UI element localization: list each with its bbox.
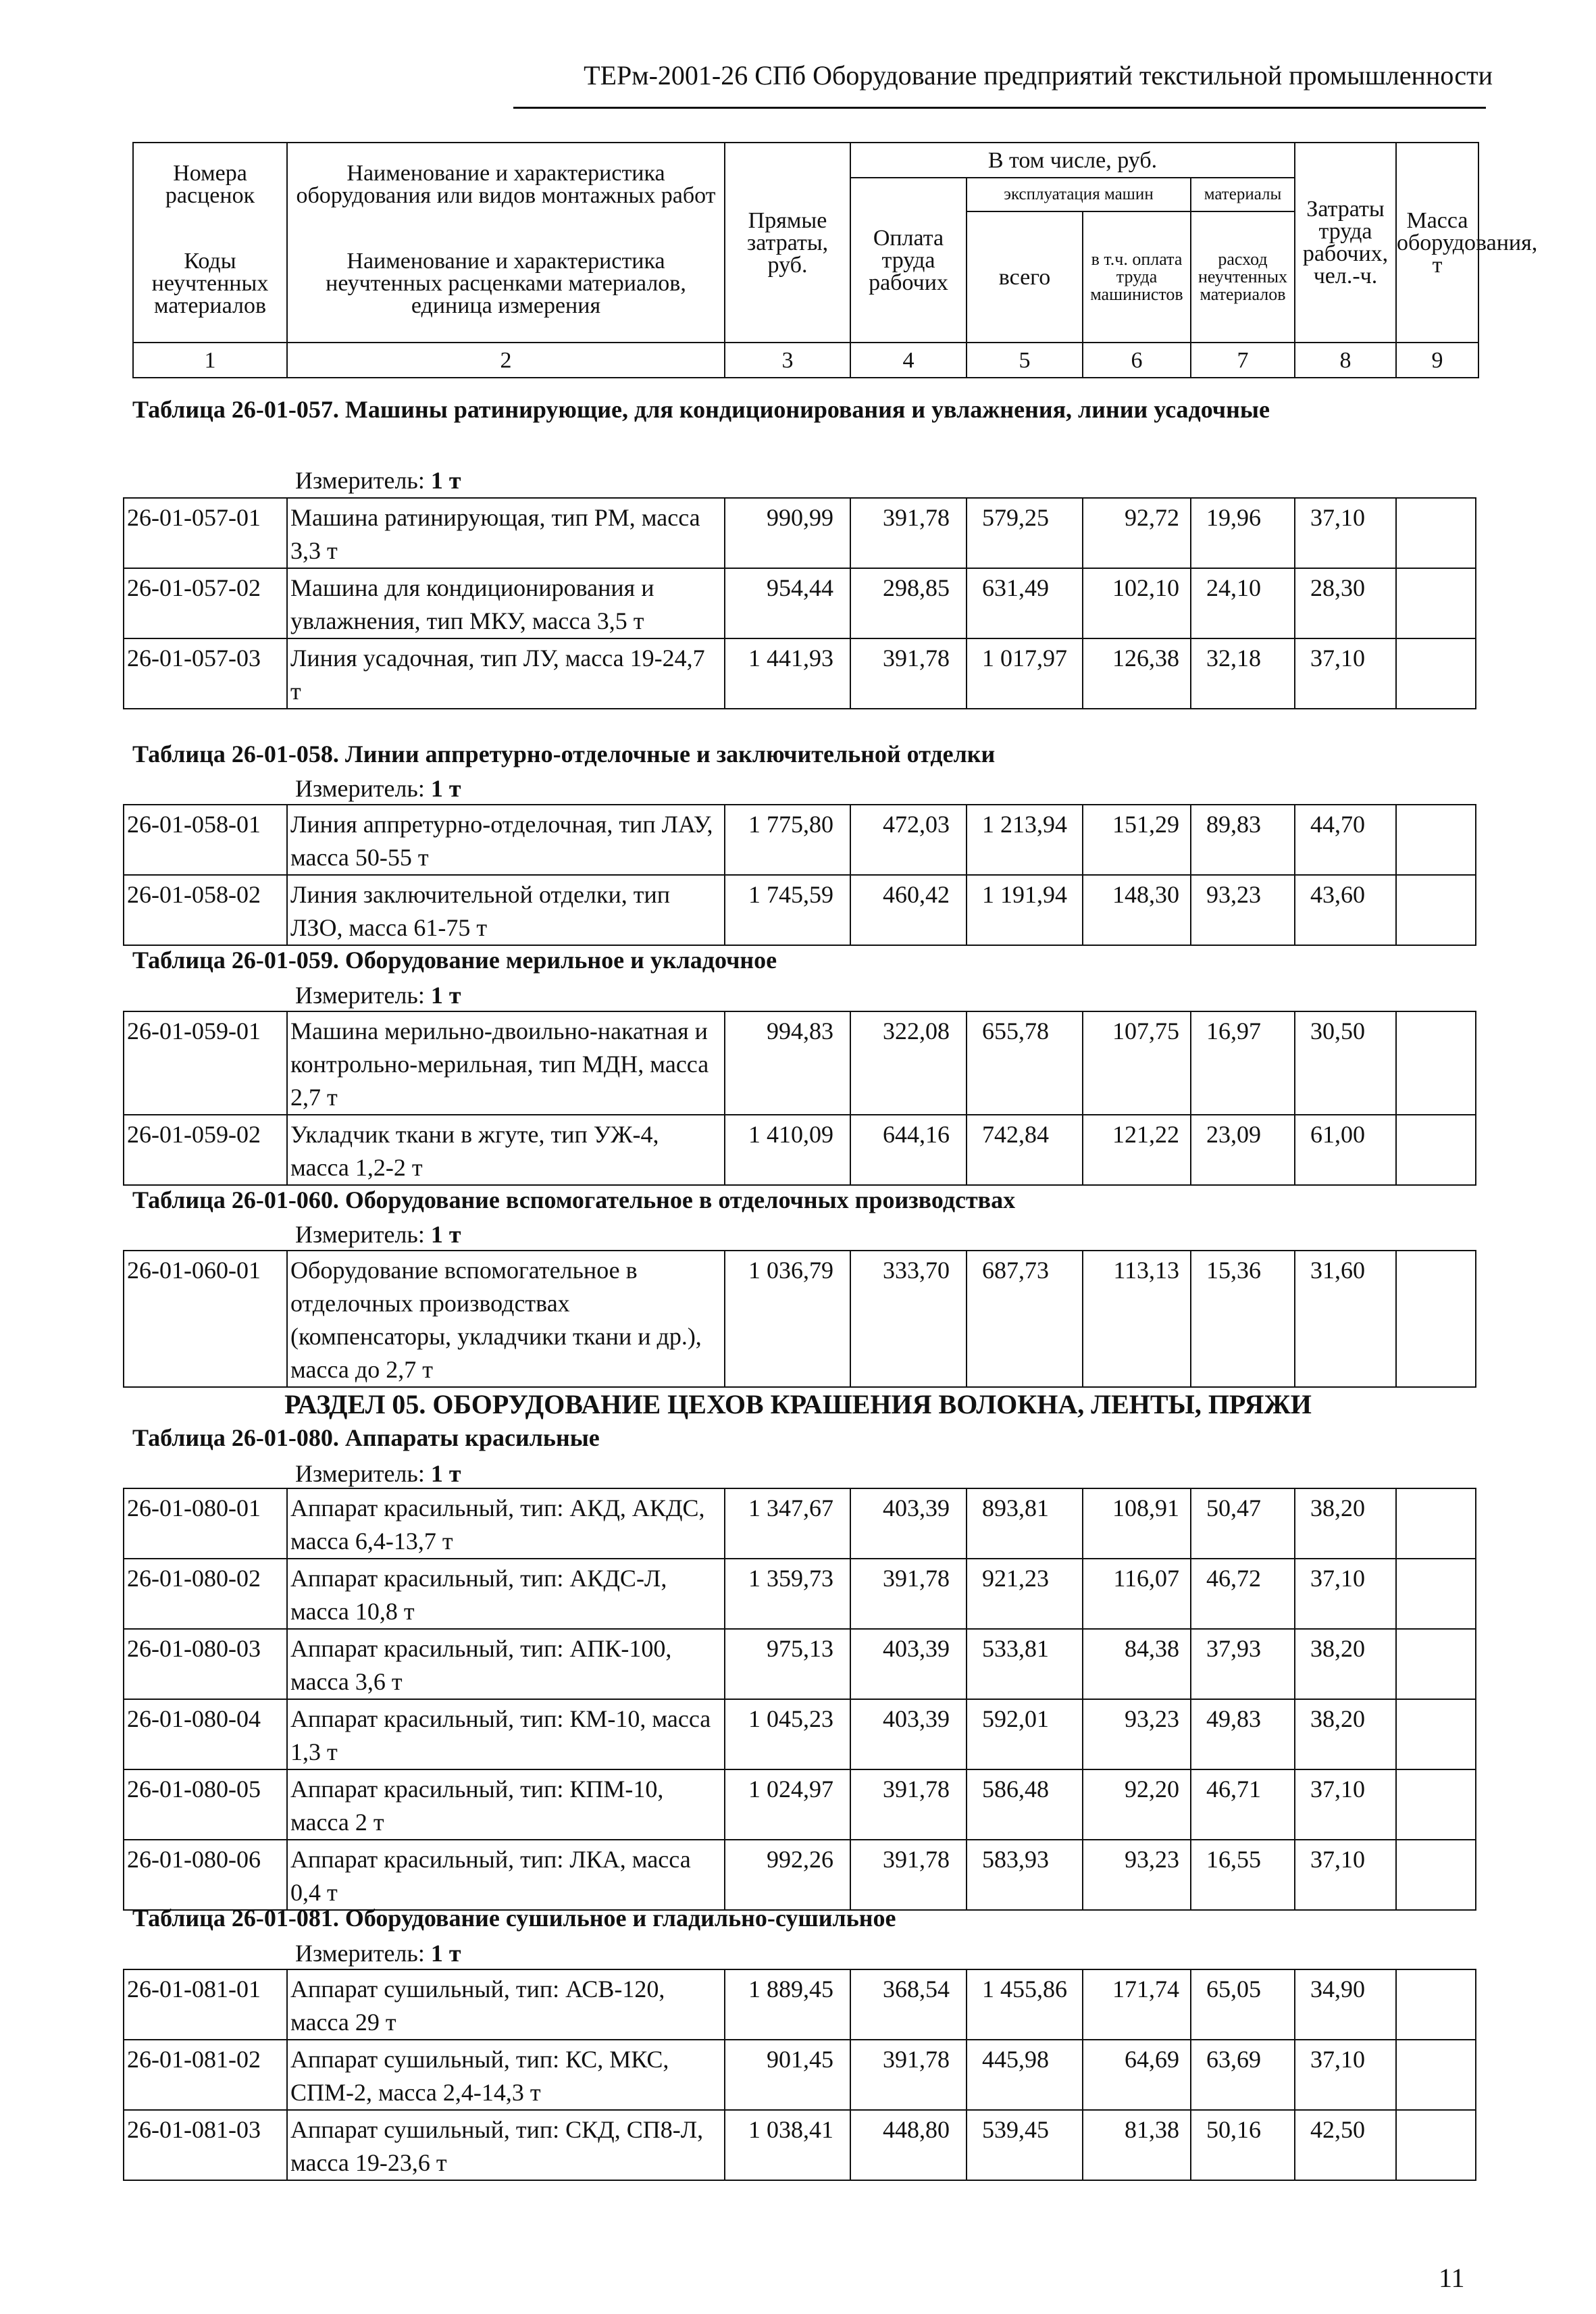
item-name: Укладчик ткани в жгуте, тип УЖ-4, масса 1,2-2 т (287, 1115, 725, 1185)
direct-cost: 1 045,23 (725, 1699, 850, 1769)
machine-cost: 1 191,94 (967, 875, 1083, 945)
equipment-mass (1396, 1251, 1476, 1387)
labor-cost: 391,78 (850, 2040, 967, 2110)
direct-cost: 1 359,73 (725, 1559, 850, 1629)
materials-cost: 63,69 (1191, 2040, 1295, 2110)
operator-cost: 151,29 (1083, 805, 1191, 875)
operator-cost: 93,23 (1083, 1699, 1191, 1769)
item-name: Линия усадочная, тип ЛУ, масса 19-24,7 т (287, 638, 725, 709)
labor-cost: 391,78 (850, 498, 967, 568)
rate-code: 26-01-080-02 (124, 1559, 287, 1629)
machine-cost: 655,78 (967, 1011, 1083, 1115)
labor-cost: 472,03 (850, 805, 967, 875)
materials-cost: 24,10 (1191, 568, 1295, 638)
labor-hours: 43,60 (1295, 875, 1396, 945)
labor-hours: 61,00 (1295, 1115, 1396, 1185)
table-title: Таблица 26-01-080. Аппараты красильные (132, 1424, 600, 1451)
labor-hours: 44,70 (1295, 805, 1396, 875)
direct-cost: 1 038,41 (725, 2110, 850, 2180)
materials-cost: 50,47 (1191, 1488, 1295, 1559)
labor-hours: 37,10 (1295, 1559, 1396, 1629)
materials-cost: 16,55 (1191, 1840, 1295, 1910)
table-row (124, 2040, 1476, 2110)
direct-cost: 901,45 (725, 2040, 850, 2110)
machine-cost: 533,81 (967, 1629, 1083, 1699)
labor-cost: 403,39 (850, 1699, 967, 1769)
unit-label: Измеритель: (295, 467, 425, 494)
unit-of-measure (295, 466, 461, 495)
direct-cost: 1 410,09 (725, 1115, 850, 1185)
materials-cost: 49,83 (1191, 1699, 1295, 1769)
col-number: 7 (1191, 343, 1295, 378)
operator-cost: 64,69 (1083, 2040, 1191, 2110)
machine-cost: 687,73 (967, 1251, 1083, 1387)
item-name: Машина для кондиционирования и увлажнения, тип МКУ, масса 3,5 т (287, 568, 725, 638)
col-1b-header: Коды неучтенных материалов (133, 225, 287, 343)
operator-cost: 93,23 (1083, 1840, 1191, 1910)
item-name: Аппарат сушильный, тип: КС, МКС, СПМ-2, масса 2,4-14,3 т (287, 2040, 725, 2110)
direct-cost: 990,99 (725, 498, 850, 568)
operator-cost: 92,72 (1083, 498, 1191, 568)
table-row (124, 1699, 1476, 1769)
group-header: В том числе, руб. (850, 143, 1295, 178)
operator-cost: 126,38 (1083, 638, 1191, 709)
machine-cost: 583,93 (967, 1840, 1083, 1910)
table-row (124, 1011, 1476, 1115)
col-6-header: в т.ч. оплата труда машинистов (1083, 211, 1191, 343)
col-2b-header: Наименование и характеристика неучтенных расценками материалов, единица измерения (287, 225, 725, 343)
item-name: Аппарат красильный, тип: АКД, АКДС, масса 6,4-13,7 т (287, 1488, 725, 1559)
direct-cost: 1 889,45 (725, 1969, 850, 2040)
labor-hours: 42,50 (1295, 2110, 1396, 2180)
unit-label: Измеритель: (295, 1221, 425, 1248)
item-name: Аппарат сушильный, тип: АСВ-120, масса 29 т (287, 1969, 725, 2040)
operator-cost: 113,13 (1083, 1251, 1191, 1387)
table-row (124, 875, 1476, 945)
equipment-mass (1396, 1115, 1476, 1185)
equipment-mass (1396, 1840, 1476, 1910)
operator-cost: 121,22 (1083, 1115, 1191, 1185)
materials-group-header: материалы (1191, 178, 1295, 211)
machine-cost: 592,01 (967, 1699, 1083, 1769)
labor-cost: 391,78 (850, 1559, 967, 1629)
rate-table (123, 804, 1476, 946)
materials-cost: 19,96 (1191, 498, 1295, 568)
unit-of-measure (295, 1939, 461, 1967)
item-name: Линия аппретурно-отделочная, тип ЛАУ, масса 50-55 т (287, 805, 725, 875)
col-number: 3 (725, 343, 850, 378)
labor-cost: 322,08 (850, 1011, 967, 1115)
rate-table (123, 1011, 1476, 1186)
operator-cost: 107,75 (1083, 1011, 1191, 1115)
materials-cost: 65,05 (1191, 1969, 1295, 2040)
unit-of-measure (295, 774, 461, 803)
rate-code: 26-01-059-02 (124, 1115, 287, 1185)
equipment-mass (1396, 805, 1476, 875)
rate-code: 26-01-080-04 (124, 1699, 287, 1769)
direct-cost: 992,26 (725, 1840, 850, 1910)
materials-cost: 46,72 (1191, 1559, 1295, 1629)
item-name: Машина мерильно-двоильно-накатная и контрольно-мерильная, тип МДН, масса 2,7 т (287, 1011, 725, 1115)
labor-hours: 37,10 (1295, 2040, 1396, 2110)
rate-code: 26-01-059-01 (124, 1011, 287, 1115)
unit-value: 1 т (430, 1940, 461, 1967)
operator-cost: 171,74 (1083, 1969, 1191, 2040)
rate-code: 26-01-058-02 (124, 875, 287, 945)
materials-cost: 89,83 (1191, 805, 1295, 875)
machine-cost: 631,49 (967, 568, 1083, 638)
unit-value: 1 т (430, 1221, 461, 1248)
section-title: РАЗДЕЛ 05. ОБОРУДОВАНИЕ ЦЕХОВ КРАШЕНИЯ ВОЛОКНА, ЛЕНТЫ, ПРЯЖИ (284, 1389, 1312, 1419)
direct-cost: 1 441,93 (725, 638, 850, 709)
labor-hours: 38,20 (1295, 1629, 1396, 1699)
unit-label: Измеритель: (295, 982, 425, 1009)
table-title: Таблица 26-01-059. Оборудование мерильное и укладочное (132, 947, 777, 974)
labor-hours: 37,10 (1295, 498, 1396, 568)
labor-hours: 28,30 (1295, 568, 1396, 638)
unit-value: 1 т (430, 467, 461, 494)
labor-hours: 38,20 (1295, 1699, 1396, 1769)
item-name: Аппарат красильный, тип: КПМ-10, масса 2 т (287, 1769, 725, 1840)
machine-cost: 742,84 (967, 1115, 1083, 1185)
equipment-mass (1396, 1699, 1476, 1769)
col-3-header: Прямые затраты, руб. (725, 143, 850, 343)
machine-cost: 893,81 (967, 1488, 1083, 1559)
item-name: Аппарат красильный, тип: ЛКА, масса 0,4 т (287, 1840, 725, 1910)
col-number: 5 (967, 343, 1083, 378)
machine-cost: 586,48 (967, 1769, 1083, 1840)
labor-hours: 37,10 (1295, 1769, 1396, 1840)
equipment-mass (1396, 2110, 1476, 2180)
col-number: 2 (287, 343, 725, 378)
col-5-header: всего (967, 211, 1083, 343)
materials-cost: 15,36 (1191, 1251, 1295, 1387)
machine-cost: 921,23 (967, 1559, 1083, 1629)
equipment-mass (1396, 568, 1476, 638)
labor-hours: 37,10 (1295, 1840, 1396, 1910)
operator-cost: 108,91 (1083, 1488, 1191, 1559)
materials-cost: 93,23 (1191, 875, 1295, 945)
rate-table (123, 1488, 1476, 1911)
table-row (124, 1969, 1476, 2040)
operator-cost: 116,07 (1083, 1559, 1191, 1629)
materials-cost: 46,71 (1191, 1769, 1295, 1840)
equipment-mass (1396, 638, 1476, 709)
labor-hours: 34,90 (1295, 1969, 1396, 2040)
item-name: Оборудование вспомогательное в отделочных производствах (компенсаторы, укладчики ткани и др.), масса до 2,7 т (287, 1251, 725, 1387)
direct-cost: 1 347,67 (725, 1488, 850, 1559)
table-row (124, 1629, 1476, 1699)
labor-cost: 644,16 (850, 1115, 967, 1185)
labor-cost: 333,70 (850, 1251, 967, 1387)
direct-cost: 1 036,79 (725, 1251, 850, 1387)
rate-code: 26-01-080-05 (124, 1769, 287, 1840)
col-8-header: Затраты труда рабочих, чел.-ч. (1295, 143, 1396, 343)
table-row (124, 568, 1476, 638)
labor-hours: 30,50 (1295, 1011, 1396, 1115)
labor-cost: 391,78 (850, 638, 967, 709)
labor-cost: 403,39 (850, 1488, 967, 1559)
materials-cost: 16,97 (1191, 1011, 1295, 1115)
document-header: ТЕРм-2001-26 СПб Оборудование предприятий текстильной промышленности (584, 60, 1493, 91)
rate-table (123, 1250, 1476, 1388)
direct-cost: 975,13 (725, 1629, 850, 1699)
labor-hours: 38,20 (1295, 1488, 1396, 1559)
table-row (124, 638, 1476, 709)
col-number: 8 (1295, 343, 1396, 378)
col-number: 1 (133, 343, 287, 378)
labor-cost: 391,78 (850, 1840, 967, 1910)
item-name: Машина ратинирующая, тип РМ, масса 3,3 т (287, 498, 725, 568)
labor-cost: 448,80 (850, 2110, 967, 2180)
equipment-mass (1396, 1488, 1476, 1559)
materials-cost: 32,18 (1191, 638, 1295, 709)
unit-value: 1 т (430, 775, 461, 802)
unit-of-measure (295, 1459, 461, 1488)
materials-cost: 37,93 (1191, 1629, 1295, 1699)
col-4-header: Оплата труда рабочих (850, 178, 967, 343)
col-number: 4 (850, 343, 967, 378)
rate-code: 26-01-081-02 (124, 2040, 287, 2110)
rate-code: 26-01-058-01 (124, 805, 287, 875)
rate-code: 26-01-057-01 (124, 498, 287, 568)
direct-cost: 954,44 (725, 568, 850, 638)
labor-cost: 391,78 (850, 1769, 967, 1840)
table-row (124, 1488, 1476, 1559)
rate-code: 26-01-080-06 (124, 1840, 287, 1910)
equipment-mass (1396, 1969, 1476, 2040)
table-row (124, 1115, 1476, 1185)
col-number: 9 (1396, 343, 1478, 378)
col-2a-header: Наименование и характеристика оборудования или видов монтажных работ (287, 143, 725, 225)
unit-of-measure (295, 1220, 461, 1249)
unit-label: Измеритель: (295, 775, 425, 802)
unit-label: Измеритель: (295, 1940, 425, 1967)
direct-cost: 994,83 (725, 1011, 850, 1115)
table-row (124, 2110, 1476, 2180)
equipment-mass (1396, 875, 1476, 945)
item-name: Аппарат сушильный, тип: СКД, СП8-Л, масса 19-23,6 т (287, 2110, 725, 2180)
machine-cost: 1 213,94 (967, 805, 1083, 875)
col-7-header: расход неучтенных материалов (1191, 211, 1295, 343)
labor-cost: 403,39 (850, 1629, 967, 1699)
col-number: 6 (1083, 343, 1191, 378)
operator-cost: 81,38 (1083, 2110, 1191, 2180)
item-name: Аппарат красильный, тип: АПК-100, масса 3,6 т (287, 1629, 725, 1699)
rate-code: 26-01-080-03 (124, 1629, 287, 1699)
item-name: Линия заключительной отделки, тип ЛЗО, масса 61-75 т (287, 875, 725, 945)
machines-group-header: эксплуатация машин (967, 178, 1191, 211)
rate-code: 26-01-081-01 (124, 1969, 287, 2040)
machine-cost: 579,25 (967, 498, 1083, 568)
col-1a-header: Номера расценок (133, 143, 287, 225)
rate-code: 26-01-057-03 (124, 638, 287, 709)
equipment-mass (1396, 498, 1476, 568)
rate-table (123, 1969, 1476, 2181)
machine-cost: 445,98 (967, 2040, 1083, 2110)
equipment-mass (1396, 2040, 1476, 2110)
rate-code: 26-01-080-01 (124, 1488, 287, 1559)
labor-hours: 31,60 (1295, 1251, 1396, 1387)
equipment-mass (1396, 1769, 1476, 1840)
machine-cost: 539,45 (967, 2110, 1083, 2180)
labor-hours: 37,10 (1295, 638, 1396, 709)
rate-code: 26-01-081-03 (124, 2110, 287, 2180)
unit-value: 1 т (430, 982, 461, 1009)
item-name: Аппарат красильный, тип: КМ-10, масса 1,3 т (287, 1699, 725, 1769)
equipment-mass (1396, 1559, 1476, 1629)
table-row (124, 805, 1476, 875)
table-title: Таблица 26-01-081. Оборудование сушильное и гладильно-сушильное (132, 1905, 896, 1932)
operator-cost: 148,30 (1083, 875, 1191, 945)
materials-cost: 23,09 (1191, 1115, 1295, 1185)
machine-cost: 1 017,97 (967, 638, 1083, 709)
table-row (124, 1559, 1476, 1629)
machine-cost: 1 455,86 (967, 1969, 1083, 2040)
unit-value: 1 т (430, 1460, 461, 1487)
equipment-mass (1396, 1629, 1476, 1699)
direct-cost: 1 745,59 (725, 875, 850, 945)
table-title: Таблица 26-01-057. Машины ратинирующие, для кондиционирования и увлажнения, линии усадочные (132, 396, 1270, 423)
equipment-mass (1396, 1011, 1476, 1115)
page-number: 11 (1439, 2263, 1465, 2293)
unit-of-measure (295, 981, 461, 1009)
header-divider (513, 107, 1486, 109)
column-header-table (132, 142, 1538, 378)
table-row (124, 1769, 1476, 1840)
operator-cost: 84,38 (1083, 1629, 1191, 1699)
direct-cost: 1 775,80 (725, 805, 850, 875)
operator-cost: 92,20 (1083, 1769, 1191, 1840)
labor-cost: 460,42 (850, 875, 967, 945)
rate-table (123, 497, 1476, 709)
table-row (124, 1840, 1476, 1910)
labor-cost: 368,54 (850, 1969, 967, 2040)
unit-label: Измеритель: (295, 1460, 425, 1487)
direct-cost: 1 024,97 (725, 1769, 850, 1840)
item-name: Аппарат красильный, тип: АКДС-Л, масса 10,8 т (287, 1559, 725, 1629)
table-title: Таблица 26-01-060. Оборудование вспомогательное в отделочных производствах (132, 1186, 1016, 1213)
col-9-header: Масса оборудования, т (1396, 143, 1478, 343)
table-title: Таблица 26-01-058. Линии аппретурно-отделочные и заключительной отделки (132, 740, 996, 768)
table-row (124, 1251, 1476, 1387)
operator-cost: 102,10 (1083, 568, 1191, 638)
labor-cost: 298,85 (850, 568, 967, 638)
materials-cost: 50,16 (1191, 2110, 1295, 2180)
table-row (124, 498, 1476, 568)
rate-code: 26-01-060-01 (124, 1251, 287, 1387)
rate-code: 26-01-057-02 (124, 568, 287, 638)
